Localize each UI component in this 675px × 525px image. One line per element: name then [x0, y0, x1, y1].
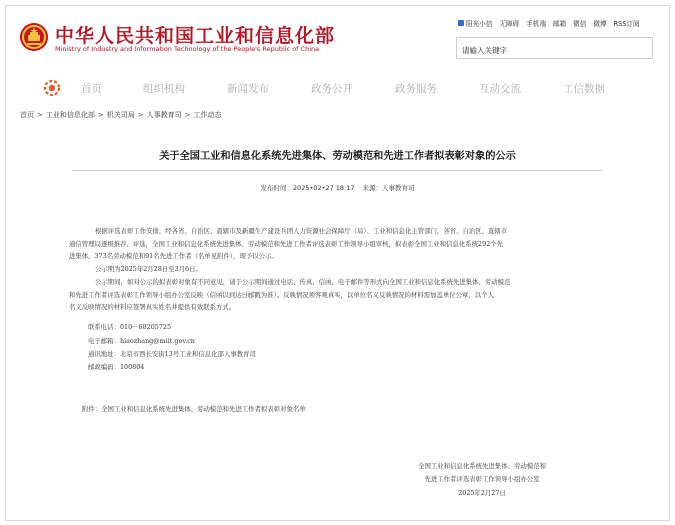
- site-header: [0, 0, 675, 70]
- toplink-mail[interactable]: 邮箱: [552, 20, 567, 28]
- search-box[interactable]: [456, 37, 653, 59]
- publish-time: 发布时间：2025•02•27 18:17: [260, 184, 355, 192]
- nav-logo-icon[interactable]: [42, 78, 62, 98]
- breadcrumb: 首页 > 工业和信息化部 > 机关司局 > 人事教育司 > 工作动态: [20, 111, 222, 119]
- article-meta: [0, 183, 675, 192]
- toplink-sunshine[interactable]: 阳光小信: [458, 18, 492, 28]
- breadcrumb-departments[interactable]: 机关司局: [106, 111, 135, 119]
- nav-gov-affairs[interactable]: 政务公开: [311, 83, 353, 95]
- paragraph-period: 公示期为2025年2月28日至3月6日。: [95, 265, 202, 273]
- breadcrumb-hr-dept[interactable]: 人事教育司: [146, 111, 182, 119]
- nav-home[interactable]: 首页: [81, 83, 102, 95]
- top-links: [458, 18, 640, 28]
- toplink-weibo[interactable]: 微博: [593, 20, 607, 28]
- contact-postcode: 邮政编码：100804: [88, 363, 145, 371]
- nav-news[interactable]: 新闻发布: [227, 83, 269, 95]
- search-input[interactable]: [457, 41, 652, 61]
- contact-phone: 联系电话：010－68205725: [88, 323, 172, 331]
- toplink-mobile[interactable]: 手机端: [526, 20, 546, 28]
- paragraph-feedback: 公示期间，如对公示的拟表彰对象有不同意见，请于公示期间通过电话、传真、信函、电子邮件等形式向全国工业和信息化系统先进集体、劳动模范 和先进工作者评选表彰工作领导小组办公室反映（信函以到达日邮戳为准）。反映情况须客观真实，以单位名义反映情况的材料需加盖单位公章，以个人 名义反映情况的材料应签署真实姓名并提供有效联系方式。: [69, 278, 511, 311]
- signature-org-line2: 先进工作者评选表彰工作领导小组办公室: [424, 475, 540, 483]
- title-divider: [72, 170, 602, 171]
- toplink-wechat[interactable]: 微信: [573, 20, 587, 28]
- site-title-english: Ministry of Industry and Information Technology of the People's Republic of China: [55, 45, 320, 53]
- site-title[interactable]: 中华人民共和国工业和信息化部: [55, 25, 336, 47]
- toplink-accessibility[interactable]: 无障碍: [499, 20, 520, 28]
- sunshine-icon: [458, 20, 464, 26]
- nav-data[interactable]: 工信数据: [563, 83, 605, 95]
- signature-org-line1: 全国工业和信息化系统先进集体、劳动模范和: [418, 462, 546, 470]
- nav-organization[interactable]: 组织机构: [143, 83, 185, 95]
- contact-address: 通讯地址：北京市西长安街13号工业和信息化部人事教育司: [88, 350, 256, 358]
- contact-email[interactable]: 电子邮箱：hiaozhang@miit.gov.cn: [88, 337, 195, 345]
- attachment-link[interactable]: 附件：全国工业和信息化系统先进集体、劳动模范和先进工作者拟表彰对象名单: [82, 405, 306, 413]
- breadcrumb-work-news[interactable]: 工作动态: [193, 111, 222, 119]
- main-nav: [0, 72, 675, 104]
- national-emblem-icon[interactable]: [19, 22, 49, 52]
- article-title: 关于全国工业和信息化系统先进集体、劳动模范和先进工作者拟表彰对象的公示: [159, 151, 516, 162]
- nav-interaction[interactable]: 互动交流: [479, 83, 521, 95]
- breadcrumb-home[interactable]: 首页: [20, 111, 34, 119]
- toplink-rss[interactable]: RSS订阅: [613, 20, 640, 28]
- paragraph-intro: 根据评选表彰工作安排，经各省、自治区、直辖市及新疆生产建设兵团人力资源社会保障厅（局）、工业和信息化主管部门，各省、自治区、直辖市 通信管理局逐级推荐、评选，全国工业和信息化系统先进集体、劳动模范和先进工作者评选表彰工作领导小组审核，拟表彰全国工业和信息化系统292个先 进集体、373名劳动模范和91名先进工作者（名单见附件），现予以公示。: [69, 227, 508, 260]
- nav-gov-services[interactable]: 政务服务: [395, 83, 437, 95]
- breadcrumb-ministry[interactable]: 工业和信息化部: [45, 111, 95, 119]
- signature-date: 2025年2月27日: [458, 489, 506, 497]
- article-source: 来源：人事教育司: [362, 184, 415, 192]
